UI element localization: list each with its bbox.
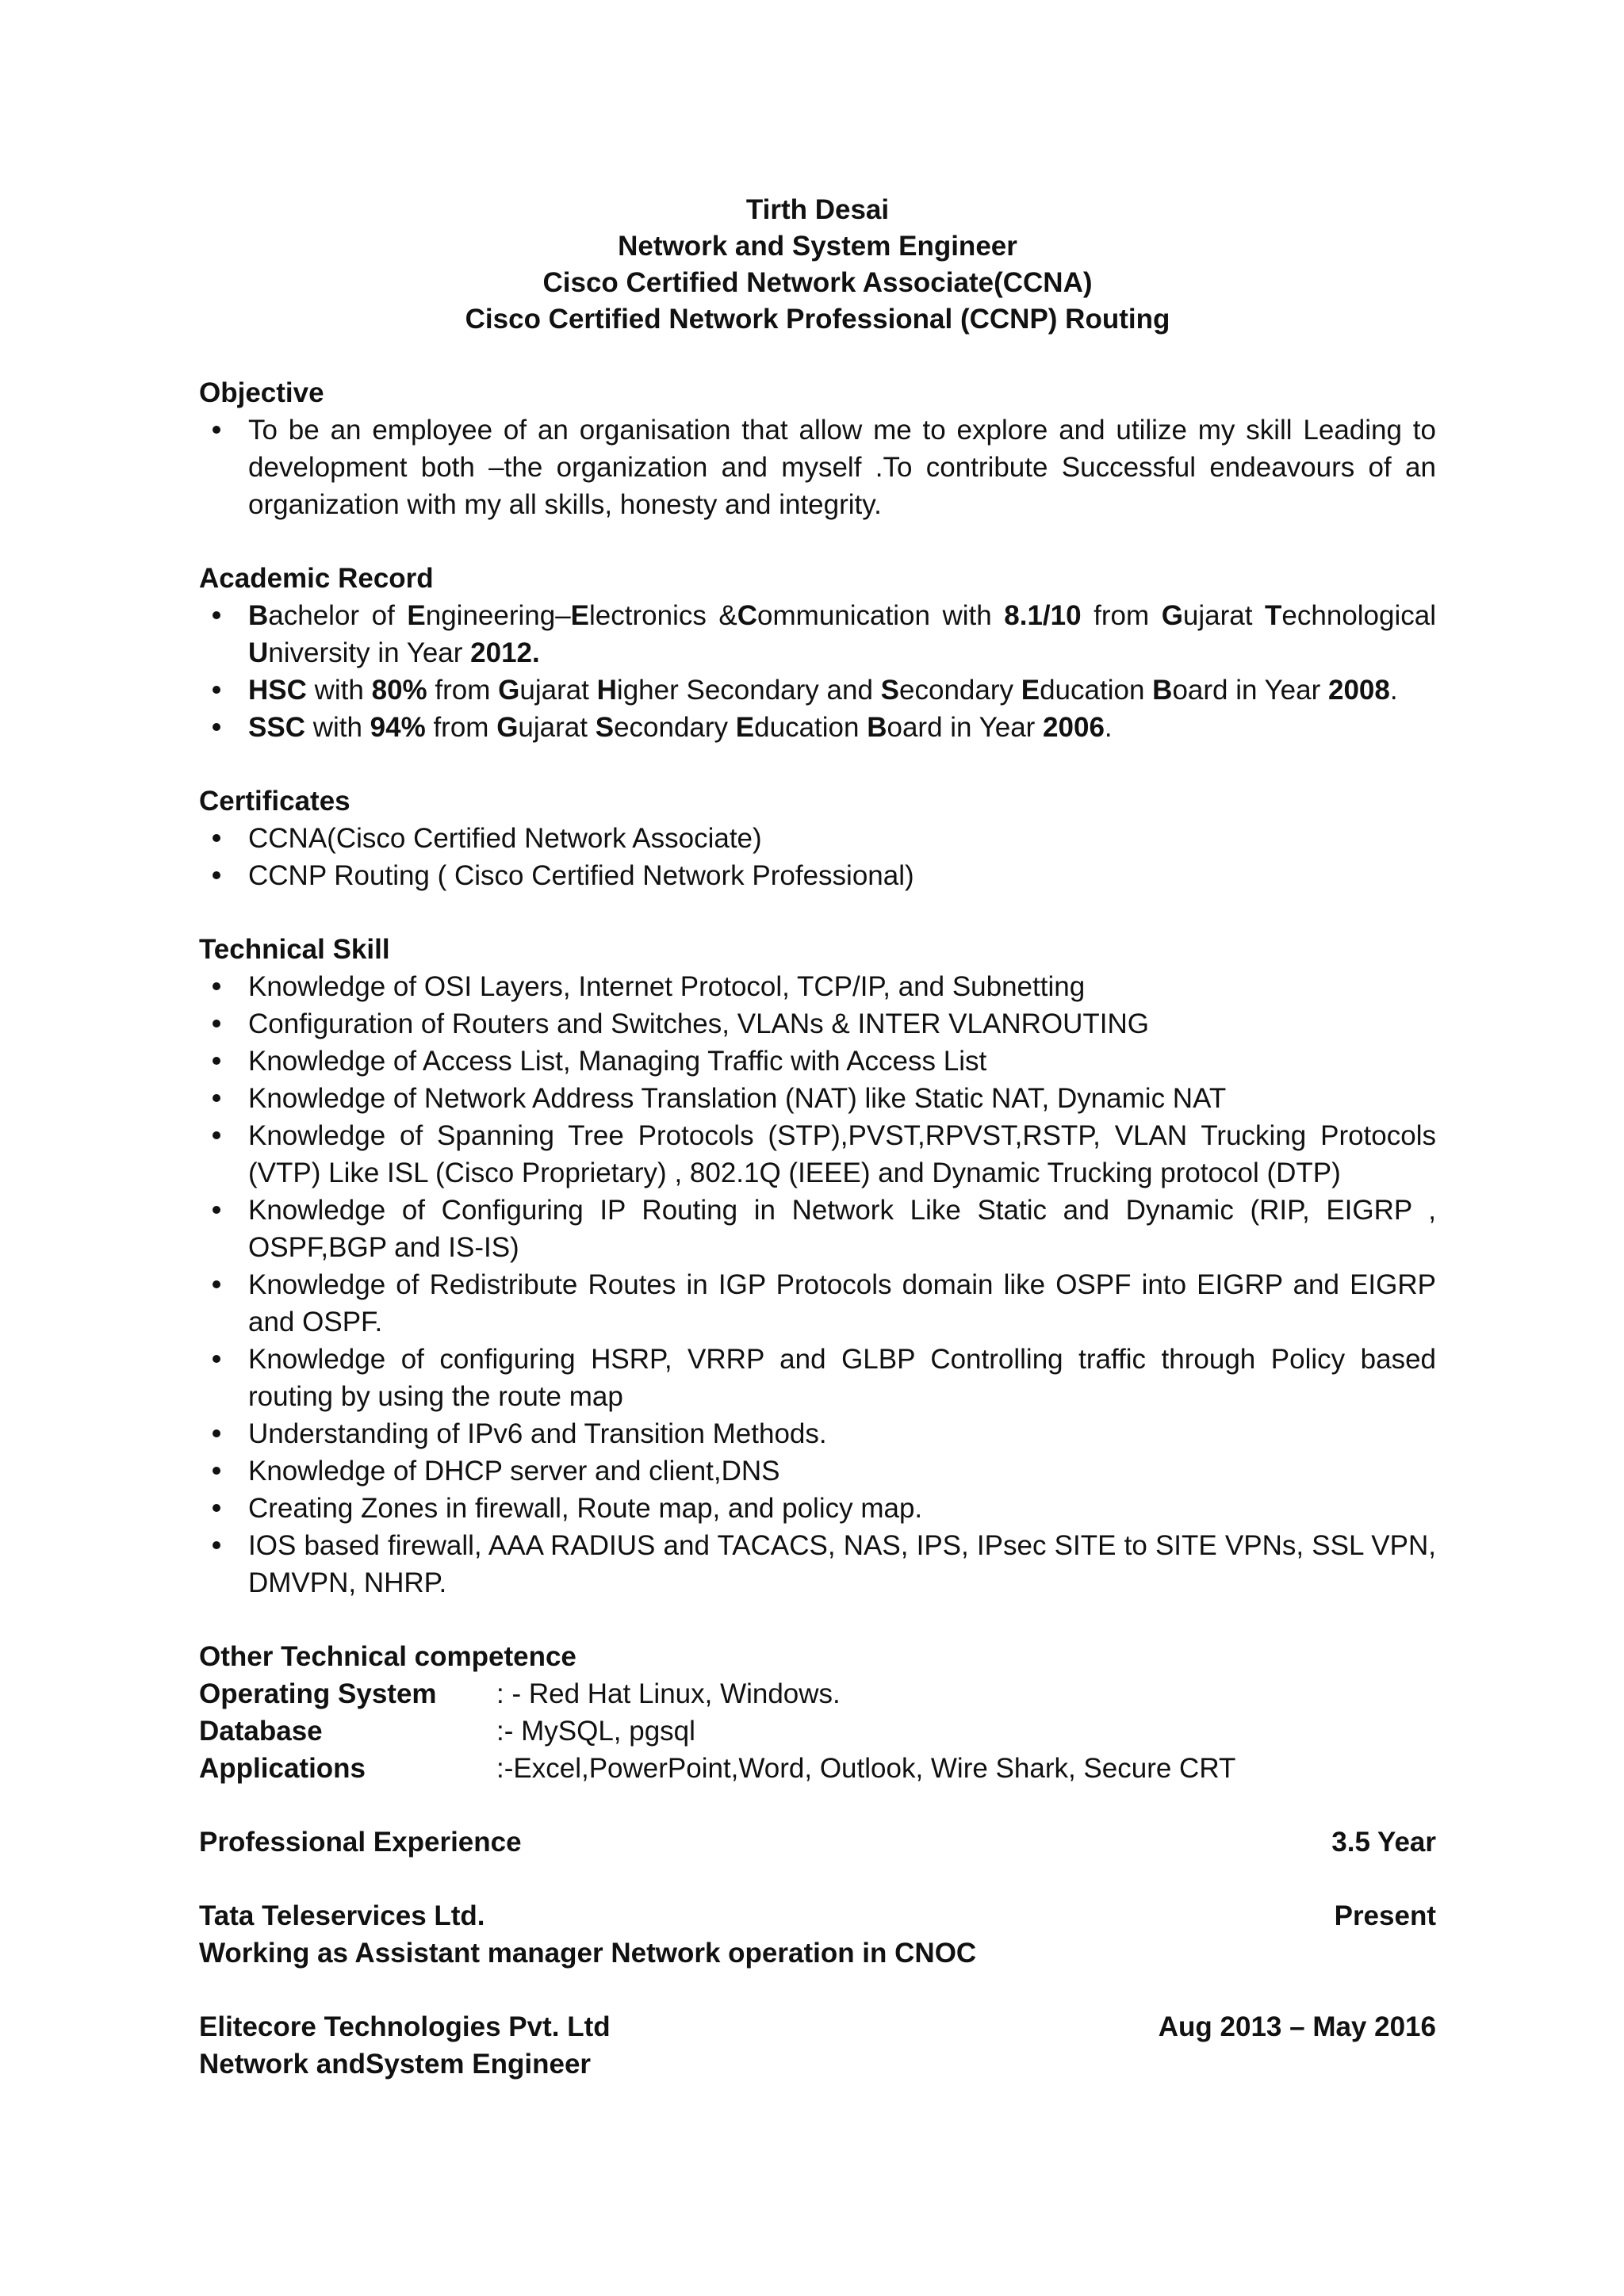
competence-label: Applications xyxy=(199,1753,366,1784)
skill-item: Configuration of Routers and Switches, VLANs & INTER VLANROUTING xyxy=(199,1005,1436,1043)
job-period: Present xyxy=(1334,1900,1436,1931)
other-competence-heading: Other Technical competence xyxy=(199,1641,576,1672)
technical-skill-heading: Technical Skill xyxy=(199,934,390,965)
technical-skill-section xyxy=(199,931,1436,1601)
candidate-name: Tirth Desai xyxy=(745,194,890,225)
job-role: Network andSystem Engineer xyxy=(199,2049,592,2080)
skill-item: Knowledge of Network Address Translation (NAT) like Static NAT, Dynamic NAT xyxy=(199,1080,1436,1117)
objective-heading: Objective xyxy=(199,377,324,408)
experience-total: 3.5 Year xyxy=(1331,1827,1436,1858)
academic-heading: Academic Record xyxy=(199,563,434,594)
skill-item: Knowledge of Spanning Tree Protocols (STP),PVST,RPVST,RSTP, VLAN Trucking Protocols (VTP) Like ISL (Cisco Proprietary) , 802.1Q (IEEE) and Dynamic Trucking protocol (DTP) xyxy=(199,1117,1436,1192)
skill-item: Knowledge of Configuring IP Routing in Network Like Static and Dynamic (RIP, EIGRP , OSPF,BGP and IS-IS) xyxy=(199,1192,1436,1266)
academic-section xyxy=(199,560,1436,746)
objective-section xyxy=(199,374,1436,523)
experience-header xyxy=(199,1823,1436,1861)
certification-ccna: Cisco Certified Network Associate(CCNA) xyxy=(542,267,1093,298)
skill-item: Knowledge of configuring HSRP, VRRP and GLBP Controlling traffic through Policy based routing by using the route map xyxy=(199,1341,1436,1415)
skill-item: Understanding of IPv6 and Transition Methods. xyxy=(199,1415,1436,1452)
competence-value: : - Red Hat Linux, Windows. xyxy=(496,1678,841,1709)
job-company: Tata Teleservices Ltd. xyxy=(199,1900,485,1931)
resume-header xyxy=(199,192,1436,338)
other-competence-section xyxy=(199,1638,1436,1787)
competence-row-applications xyxy=(199,1750,1436,1787)
resume-content xyxy=(199,192,1436,2083)
competence-value: :-Excel,PowerPoint,Word, Outlook, Wire Shark, Secure CRT xyxy=(496,1753,1236,1784)
job-entry-tata xyxy=(199,1897,1436,1972)
certificate-item: CCNP Routing ( Cisco Certified Network Professional) xyxy=(199,857,1436,894)
academic-item-ssc: SSC with 94% from Gujarat Secondary Education Board in Year 2006. xyxy=(199,709,1436,746)
experience-heading: Professional Experience xyxy=(199,1827,522,1858)
objective-item: To be an employee of an organisation that allow me to explore and utilize my skill Leading to development both –the organization and myself .To contribute Successful endeavours of an organization with my all skills, honesty and integrity. xyxy=(199,411,1436,523)
candidate-title: Network and System Engineer xyxy=(618,231,1017,262)
competence-label: Operating System xyxy=(199,1678,437,1709)
experience-section xyxy=(199,1823,1436,1861)
competence-value: :- MySQL, pgsql xyxy=(496,1716,695,1747)
certification-ccnp: Cisco Certified Network Professional (CCNP) Routing xyxy=(465,304,1170,335)
skill-item: Creating Zones in firewall, Route map, and policy map. xyxy=(199,1490,1436,1527)
job-period: Aug 2013 – May 2016 xyxy=(1158,2011,1436,2042)
job-company: Elitecore Technologies Pvt. Ltd xyxy=(199,2011,611,2042)
skill-item: IOS based firewall, AAA RADIUS and TACACS, NAS, IPS, IPsec SITE to SITE VPNs, SSL VPN, DMVPN, NHRP. xyxy=(199,1527,1436,1601)
certificate-item: CCNA(Cisco Certified Network Associate) xyxy=(199,820,1436,857)
certificates-heading: Certificates xyxy=(199,786,350,817)
competence-row-database xyxy=(199,1712,1436,1750)
job-entry-elitecore xyxy=(199,2008,1436,2083)
academic-item-be: Bachelor of Engineering–Electronics &Communication with 8.1/10 from Gujarat Technological University in Year 2012. xyxy=(199,597,1436,672)
skill-item: Knowledge of Access List, Managing Traffic with Access List xyxy=(199,1043,1436,1080)
certificates-section xyxy=(199,783,1436,894)
skill-item: Knowledge of Redistribute Routes in IGP Protocols domain like OSPF into EIGRP and EIGRP and OSPF. xyxy=(199,1266,1436,1341)
skill-item: Knowledge of DHCP server and client,DNS xyxy=(199,1452,1436,1490)
academic-item-hsc: HSC with 80% from Gujarat Higher Secondary and Secondary Education Board in Year 2008. xyxy=(199,672,1436,709)
competence-label: Database xyxy=(199,1716,323,1747)
job-role: Working as Assistant manager Network operation in CNOC xyxy=(199,1938,977,1969)
competence-row-os xyxy=(199,1675,1436,1712)
skill-item: Knowledge of OSI Layers, Internet Protocol, TCP/IP, and Subnetting xyxy=(199,968,1436,1005)
